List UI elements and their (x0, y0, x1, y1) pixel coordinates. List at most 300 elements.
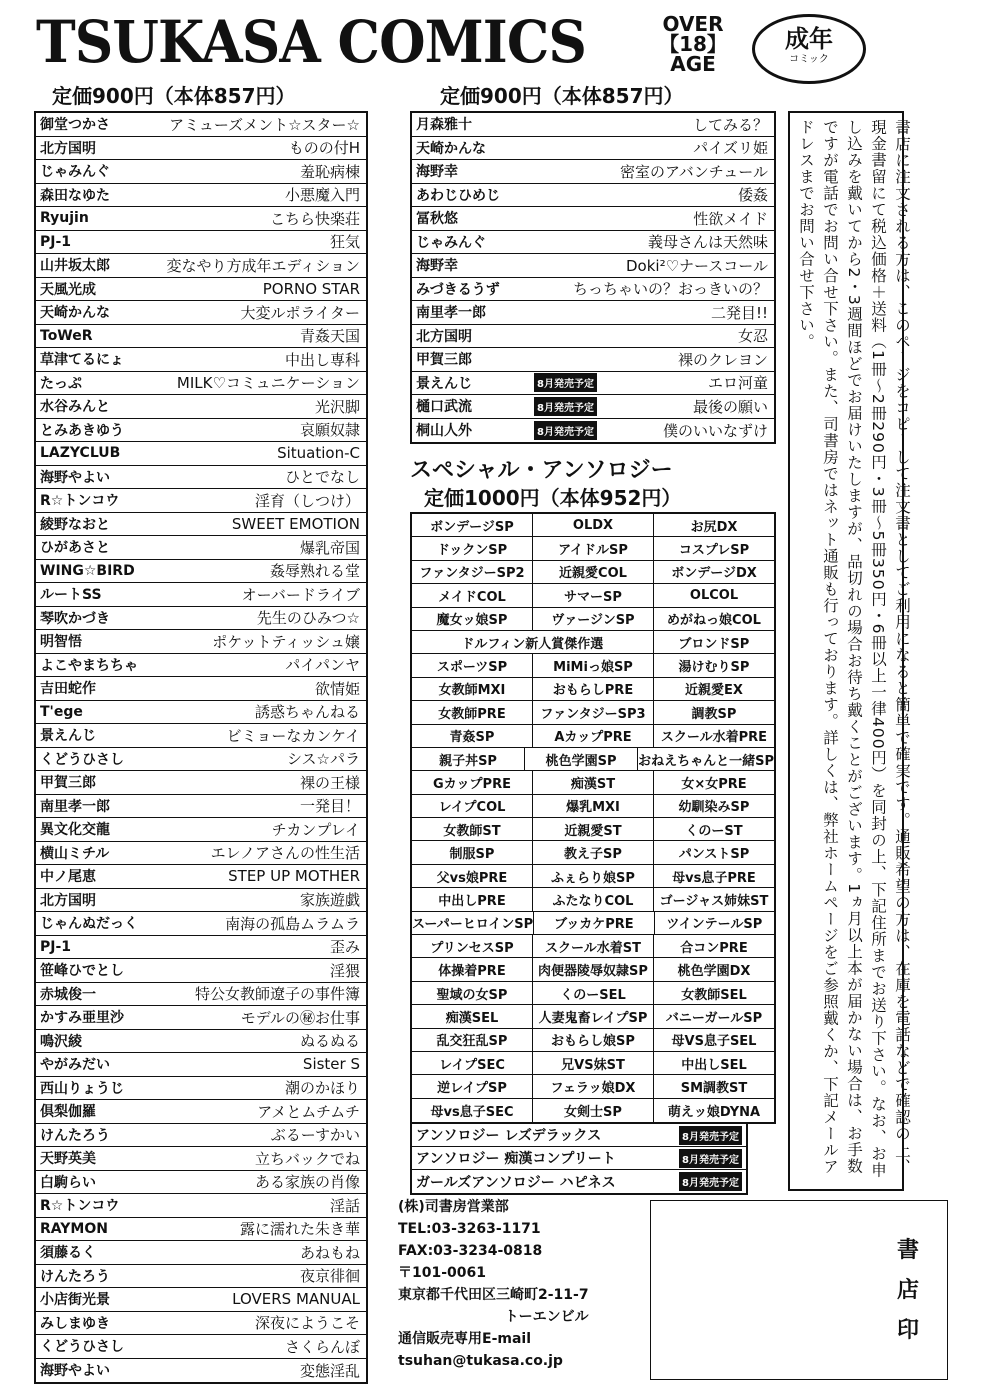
anthology-row (412, 631, 774, 654)
author: 水谷みんと (40, 399, 110, 416)
title: SWEET EMOTION (231, 514, 360, 533)
anthology-row (412, 982, 774, 1005)
anthology-cell: 萌えッ娘DYNA (667, 1104, 761, 1120)
anthology-row (412, 958, 774, 981)
special-grid (410, 512, 776, 1124)
anthology-cell: 母vs息子SEC (412, 1099, 533, 1122)
release-badge: 8月発売予定 (534, 421, 597, 440)
author: 海野やよい (40, 469, 110, 486)
anthology-cell: 桃色学園SP (525, 748, 638, 770)
author: 北方国明 (416, 328, 472, 345)
anthology-cell: スーパーヒロインSP (412, 912, 534, 934)
anthology-row (412, 748, 774, 771)
order-notice-box (788, 111, 911, 1191)
anthology-cell: コスプレSP (678, 543, 750, 559)
title: 最後の願い (692, 397, 768, 416)
book-row (36, 865, 366, 889)
book-row (36, 489, 366, 513)
book-row (412, 207, 774, 231)
author: 天崎かんな (40, 305, 110, 322)
title: Doki²♡ナースコール (626, 256, 768, 275)
anthology-row (412, 1099, 774, 1122)
title: さくらんぼ (284, 1337, 360, 1356)
anthology-row (412, 935, 774, 958)
title: 爆乳帝国 (299, 538, 360, 557)
anthology-cell: 体操着PRE (412, 958, 533, 980)
anthology-cell: 爆乳MXI (533, 795, 654, 817)
anthology-cell: サマーSP (533, 584, 654, 606)
release-badge: 8月発売予定 (534, 397, 597, 416)
title: 欲情姫 (314, 679, 360, 698)
author: 南里孝一郎 (40, 798, 110, 815)
book-row (36, 466, 366, 490)
author: くどうひさし (40, 1339, 124, 1356)
eighteen-text: 【18】 (659, 32, 727, 56)
anthology-title: ガールズアンソロジー ハピネス (416, 1174, 616, 1191)
author: くどうひさし (40, 751, 124, 768)
title: 変態淫乱 (299, 1361, 360, 1380)
book-row (36, 1359, 366, 1383)
anthology-cell: おもらしPRE (533, 678, 654, 700)
book-row (36, 301, 366, 325)
title: 僕のいいなずけ (662, 421, 768, 440)
author: 景えんじ (40, 728, 96, 745)
email-label: 通信販売専用E-mail (398, 1331, 532, 1347)
title: ある家族の肖像 (254, 1173, 360, 1192)
author: 森田なゆた (40, 187, 110, 204)
title: 露に濡れた朱き華 (239, 1220, 360, 1239)
anthology-cell: OLCOL (689, 587, 739, 603)
title: 義母さんは天然味 (647, 233, 768, 252)
release-badge: 8月発売予定 (679, 1172, 742, 1191)
anthology-cell: 女教師MXI (412, 678, 533, 700)
anthology-release-row (412, 1124, 746, 1147)
title: パイズリ姫 (693, 139, 768, 158)
author: じゃみんぐ (416, 234, 486, 251)
title: 歪み (329, 938, 360, 957)
title: アメとムチムチ (257, 1102, 360, 1121)
anthology-cell: 痴漢ST (533, 771, 654, 793)
author: やがみだい (40, 1057, 110, 1074)
book-row (36, 1030, 366, 1054)
anthology-row (412, 514, 774, 537)
author: 甲賀三郎 (416, 352, 472, 369)
age-text: AGE (670, 52, 716, 76)
author: 天崎かんな (416, 140, 486, 157)
anthology-row (412, 584, 774, 607)
author: 天野英美 (40, 1151, 96, 1168)
anthology-cell: OLDX (533, 514, 654, 536)
anthology-cell: ファンタジーSP2 (412, 561, 533, 583)
book-row (412, 160, 774, 184)
book-row (36, 912, 366, 936)
author: よこやまちちゃ (40, 657, 138, 674)
release-badge: 8月発売予定 (534, 373, 597, 392)
anthology-cell: 父vs娘PRE (412, 865, 533, 887)
book-row (36, 137, 366, 161)
anthology-cell: 女剣士SP (533, 1099, 654, 1122)
book-row (412, 301, 774, 325)
book-row (36, 348, 366, 372)
author: あわじひめじ (416, 187, 500, 204)
anthology-cell: お尻DX (690, 519, 738, 535)
anthology-cell: メイドCOL (412, 584, 533, 606)
author: 樋口武流 (416, 399, 472, 416)
anthology-cell: 調教SP (691, 706, 737, 722)
book-row (36, 231, 366, 255)
book-row (36, 1335, 366, 1359)
anthology-cell: 母vs息子PRE (672, 870, 756, 886)
book-row (36, 889, 366, 913)
fax: FAX:03-3234-0818 (398, 1243, 543, 1259)
anthology-cell: 逆レイプSP (412, 1075, 533, 1097)
title: アミューズメント☆スター☆ (169, 115, 360, 134)
author: RAYMON (40, 1220, 108, 1237)
anthology-title: アンソロジー レズデラックス (416, 1128, 602, 1144)
anthology-row (412, 678, 774, 701)
email-address: tsuhan@tukasa.co.jp (398, 1353, 563, 1369)
book-row (36, 395, 366, 419)
anthology-row (412, 771, 774, 794)
anthology-row (412, 537, 774, 560)
anthology-cell: おもらし娘SP (533, 1029, 654, 1051)
anthology-row (412, 561, 774, 584)
author: PJ-1 (40, 938, 72, 955)
book-row (412, 348, 774, 372)
anthology-cell: SM調教ST (680, 1081, 748, 1097)
anthology-cell: バニーガールSP (665, 1010, 763, 1026)
book-row (36, 936, 366, 960)
author: 海野幸 (416, 164, 458, 181)
book-row (36, 442, 366, 466)
title: STEP UP MOTHER (228, 867, 360, 886)
anthology-row (412, 608, 774, 631)
title: ぬるぬる (299, 1032, 360, 1051)
anthology-cell: ブロンドSP (678, 636, 750, 652)
comic-text: コミック (789, 54, 829, 65)
anthology-cell: レイプSEC (412, 1052, 533, 1074)
anthology-cell: 女教師SEL (681, 987, 747, 1003)
book-row (412, 254, 774, 278)
anthology-cell: アイドルSP (533, 537, 654, 559)
seinen-text: 成年 (785, 25, 833, 53)
anthology-cell: ボンデージDX (671, 566, 757, 582)
author: じゃんぬだっく (40, 916, 138, 933)
adult-comic-seal (752, 14, 866, 84)
title: 深夜にようこそ (254, 1314, 360, 1333)
title: あねもね (299, 1243, 360, 1262)
anthology-cell: 幼馴染みSP (678, 800, 750, 816)
book-row (36, 372, 366, 396)
author: 西山りょうじ (40, 1080, 124, 1097)
anthology-cell: 肉便器陵辱奴隷SP (533, 958, 654, 980)
title: 淫育（しつけ） (254, 491, 360, 510)
author: 倶梨伽羅 (40, 1104, 96, 1121)
title: MILK♡コミュニケーション (176, 374, 360, 393)
book-row (412, 278, 774, 302)
book-row (412, 419, 774, 443)
book-row (36, 1147, 366, 1171)
anthology-cell: AカップPRE (533, 725, 654, 747)
anthology-cell: 中出しPRE (412, 888, 533, 910)
bookstore-stamp-box (650, 1200, 948, 1380)
anthology-cell: パンストSP (678, 847, 750, 863)
title: 誘惑ちゃんねる (254, 703, 360, 722)
title: 小悪魔入門 (284, 186, 360, 205)
anthology-cell: 女教師PRE (412, 701, 533, 723)
author: Ryujin (40, 210, 89, 227)
title: パイパンヤ (285, 656, 360, 675)
author: たっぷ (40, 375, 82, 392)
title: 哀願奴隷 (299, 421, 360, 440)
title: ちっちゃいの？おっきいの？ (572, 280, 768, 299)
anthology-cell: ドルフィン新人賞傑作選 (412, 631, 654, 653)
author: 草津てるにょ (40, 352, 124, 369)
title: 夜京徘徊 (299, 1267, 360, 1286)
anthology-cell: 女教師ST (412, 818, 533, 840)
title: 裸の王様 (299, 773, 360, 792)
book-row (36, 278, 366, 302)
anthology-cell: 聖域の女SP (412, 982, 533, 1004)
anthology-cell: ふたなりCOL (533, 888, 654, 910)
author: 須藤るく (40, 1245, 96, 1262)
anthology-cell: 痴漢SEL (412, 1005, 533, 1027)
title: 狂気 (329, 233, 360, 252)
author: 琴吹かづき (40, 610, 110, 627)
book-row (412, 372, 774, 396)
book-row (36, 677, 366, 701)
book-row (36, 654, 366, 678)
anthology-cell: 制服SP (412, 841, 533, 863)
price-mid: 定価900円（本体857円） (440, 84, 684, 108)
title: 先生のひみつ☆ (256, 609, 360, 628)
book-row (36, 560, 366, 584)
anthology-row (412, 1052, 774, 1075)
title: オーバードライブ (241, 585, 360, 604)
title: Sister S (302, 1055, 360, 1074)
anthology-cell: ドックンSP (412, 537, 533, 559)
title: 密室のアバンチュール (619, 162, 768, 181)
author: 赤城俊一 (40, 986, 96, 1003)
book-row (36, 1194, 366, 1218)
anthology-cell: 乱交狂乱SP (412, 1029, 533, 1051)
title: 裸のクレヨン (677, 350, 768, 369)
author: PJ-1 (40, 233, 72, 250)
title: 羞恥病棟 (299, 162, 360, 181)
author: 桐山人外 (416, 423, 472, 440)
author: R☆トンコウ (40, 1198, 120, 1215)
author: ひがあさと (40, 540, 110, 557)
book-row (36, 983, 366, 1007)
author: 明智悟 (40, 634, 82, 651)
book-row (36, 1265, 366, 1289)
title: 潮のかほり (284, 1079, 360, 1098)
anthology-cell: ボンデージSP (412, 514, 533, 536)
author: かすみ亜里沙 (40, 1010, 124, 1027)
author: 南里孝一郎 (416, 305, 486, 322)
anthology-cell: 魔女ッ娘SP (412, 608, 533, 630)
author: 笹峰ひでとし (40, 963, 124, 980)
book-row (36, 583, 366, 607)
book-row (36, 1077, 366, 1101)
author: LAZYCLUB (40, 445, 121, 462)
anthology-cell: GカップPRE (412, 771, 533, 793)
book-row (36, 536, 366, 560)
book-row (36, 184, 366, 208)
author: 景えんじ (416, 375, 472, 392)
title: 光沢脚 (314, 397, 360, 416)
author: 甲賀三郎 (40, 775, 96, 792)
title: 淫話 (329, 1196, 360, 1215)
title: こちら快楽荘 (269, 209, 360, 228)
author: 天風光成 (40, 281, 96, 298)
anthology-row (412, 795, 774, 818)
order-notice-text: 書店に注文される方は、このページをコピーして注文書としてご利用になると簡単で確実です。通販希望の方は、在庫を電話などで確認の上、現金書留にて税込価格＋送料（1冊〜2冊290円・3冊〜5冊350円・6冊以上一律400円）を同封の上、下記住所までお送り下さい。なお、お申し込みを戴いてから2・3週間ほどでお届けいたしますが、品切れの場合お待ち戴くことがございます。1ヵ月以上本が届かない場合は、お手数ですが電話でお問い合せ下さい。また、司書房ではネット通販も行っております。詳しくは、弊社ホームページをご参照戴くか、下記メールアドレスまでお問い合せ下さい。 (797, 119, 911, 1179)
author: 月森雅十 (416, 117, 472, 134)
book-row (412, 231, 774, 255)
book-row (36, 630, 366, 654)
anthology-row (412, 888, 774, 911)
anthology-cell: 近親愛EX (685, 683, 743, 699)
author: とみあきゆう (40, 422, 124, 439)
over-text: OVER (662, 12, 724, 36)
title: 性欲メイド (693, 209, 768, 228)
author: 吉田蛇作 (40, 681, 96, 698)
author: 小店街光景 (40, 1292, 110, 1309)
book-row (36, 724, 366, 748)
author: 北方国明 (40, 140, 96, 157)
author: みづきるうず (416, 281, 500, 298)
anthology-cell: おねえちゃんと一緒SP (638, 753, 774, 769)
stamp-char-3: 印 (896, 1318, 919, 1343)
title: シス☆パラ (287, 750, 360, 769)
book-row (412, 137, 774, 161)
author: WING☆BIRD (40, 562, 135, 579)
book-row (36, 607, 366, 631)
title: 特公女教師遼子の事件簿 (194, 985, 360, 1004)
book-row (412, 184, 774, 208)
title: 女忍 (737, 327, 768, 346)
author: 冨秋悠 (416, 211, 458, 228)
book-row (412, 395, 774, 419)
anthology-cell: 人妻鬼畜レイプSP (533, 1005, 654, 1027)
anthology-cell: スポーツSP (412, 654, 533, 676)
author: 海野やよい (40, 1363, 110, 1380)
anthology-cell: ヴァージンSP (533, 608, 654, 630)
title: Situation-C (277, 444, 360, 463)
anthology-cell: 親子丼SP (412, 748, 525, 770)
anthology-row (412, 654, 774, 677)
book-row (36, 513, 366, 537)
title: ポケットティッシュ嬢 (212, 632, 360, 651)
title: ひとでなし (284, 468, 360, 487)
anthology-release-row (412, 1147, 746, 1170)
title: 一発目！ (299, 797, 360, 816)
anthology-cell: めがねっ娘COL (667, 613, 761, 629)
book-row (36, 1218, 366, 1242)
left-catalog-table (34, 111, 368, 1384)
anthology-cell: ツインテールSP (666, 917, 763, 933)
author: 横山ミチル (40, 845, 110, 862)
stamp-char-2: 店 (896, 1278, 919, 1303)
book-row (36, 795, 366, 819)
author: けんたろう (40, 1127, 110, 1144)
anthology-row (412, 1005, 774, 1028)
title: 青姦天国 (299, 327, 360, 346)
author: 山井坂太郎 (40, 258, 110, 275)
anthology-cell: スクール水着PRE (660, 730, 768, 746)
author: 海野幸 (416, 258, 458, 275)
book-row (36, 1171, 366, 1195)
anthology-cell: 兄VS妹ST (533, 1052, 654, 1074)
price-left: 定価900円（本体857円） (52, 84, 296, 108)
anthology-release-row (412, 1170, 746, 1193)
book-row (412, 325, 774, 349)
book-row (36, 207, 366, 231)
title: エレノアさんの性生活 (210, 844, 360, 863)
anthology-cell: 合コンPRE (680, 940, 748, 956)
book-row (36, 959, 366, 983)
author: 中ノ尾恵 (40, 869, 96, 886)
book-row (36, 771, 366, 795)
book-row (36, 254, 366, 278)
release-badge: 8月発売予定 (679, 1126, 742, 1145)
author: 異文化交龍 (40, 822, 110, 839)
author: 北方国明 (40, 892, 96, 909)
anthology-cell: ふぇらり娘SP (533, 865, 654, 887)
book-row (412, 113, 774, 137)
anthology-cell: MiMiっ娘SP (533, 654, 654, 676)
anthology-cell: 近親愛COL (533, 561, 654, 583)
anthology-cell: プリンセスSP (412, 935, 533, 957)
company-name: (株)司書房営業部 (398, 1199, 509, 1215)
publisher-address (398, 1196, 589, 1372)
anthology-row (412, 1075, 774, 1098)
postal-code: 〒101-0061 (398, 1265, 486, 1281)
anthology-cell: 女×女PRE (681, 776, 747, 792)
special-price: 定価1000円（本体952円） (424, 486, 682, 510)
author: T'ege (40, 703, 83, 720)
anthology-row (412, 841, 774, 864)
anthology-cell: 青姦SP (412, 725, 533, 747)
brand-title: TSUKASA COMICS (36, 8, 587, 76)
author: 綾野なおと (40, 516, 110, 533)
title: LOVERS MANUAL (232, 1290, 360, 1309)
over-18-mark (650, 14, 736, 74)
mid-catalog-table (410, 111, 776, 444)
book-row (36, 1100, 366, 1124)
book-row (36, 419, 366, 443)
title: 姦辱熟れる堂 (269, 562, 360, 581)
title: 中出し専科 (284, 350, 360, 369)
anthology-cell: 桃色学園DX (677, 964, 751, 980)
title: 倭姦 (737, 186, 768, 205)
anthology-cell: 中出しSEL (681, 1057, 747, 1073)
anthology-cell: レイプCOL (412, 795, 533, 817)
anthology-row (412, 818, 774, 841)
book-row (36, 1241, 366, 1265)
phone: TEL:03-3263-1171 (398, 1221, 541, 1237)
book-row (36, 818, 366, 842)
anthology-row (412, 725, 774, 748)
anthology-cell: 湯けむりSP (678, 660, 750, 676)
anthology-cell: くのーST (685, 823, 743, 839)
anthology-cell: 近親愛ST (533, 818, 654, 840)
title: 立ちバックでね (254, 1149, 360, 1168)
anthology-row (412, 701, 774, 724)
anthology-cell: くのーSEL (533, 982, 654, 1004)
book-row (36, 160, 366, 184)
